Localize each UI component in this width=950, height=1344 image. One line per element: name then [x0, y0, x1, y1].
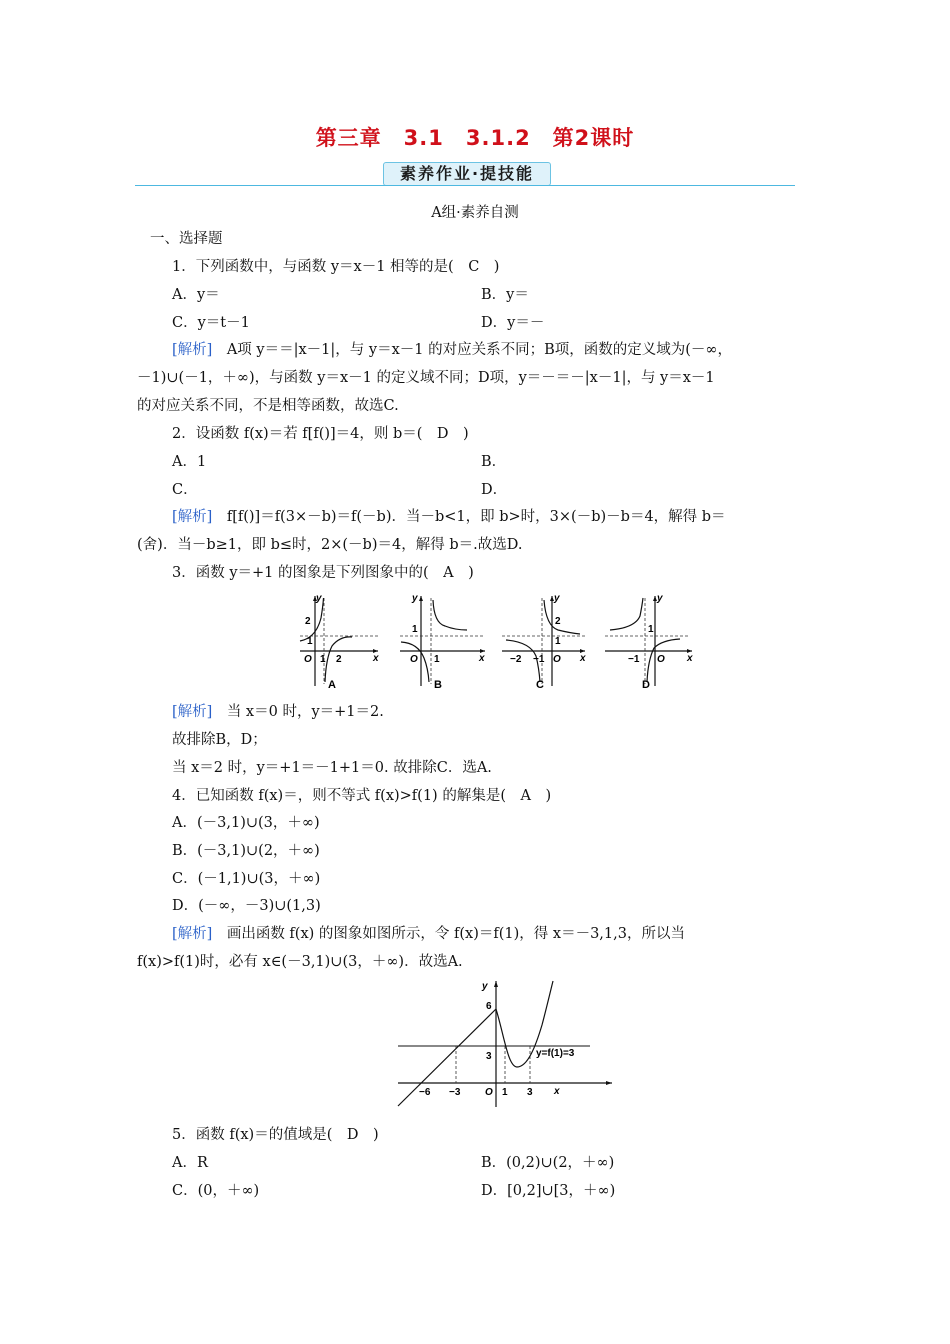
q3-explanation-line1 — [172, 700, 384, 721]
q2-option-b: B． — [481, 454, 507, 470]
fig-xtick: −6 — [419, 1087, 431, 1098]
q5-option-a: A．R — [172, 1155, 208, 1171]
q2-exp1-text: f[f()]＝f(3×－b)＝f(－b)．当－b<1，即 b>时，3×(－b)－b＝4，解得 b＝ — [212, 509, 726, 525]
analysis-tag: [解析] — [172, 704, 213, 720]
q4-exp1-text: 画出函数 f(x) 的图象如图所示，令 f(x)＝f(1)，得 x＝－3,1,3，所以当 — [212, 926, 685, 942]
graph-a-tick: O — [304, 654, 312, 665]
graph-a-tick: 2 — [336, 654, 342, 665]
q1-option-c: C．y＝t－1 — [172, 315, 250, 331]
graph-c-x-label: x — [580, 653, 586, 664]
q3-stem: 3．函数 y＝+1 的图象是下列图象中的( A ) — [172, 565, 474, 581]
graph-c-tick: 2 — [555, 616, 561, 627]
analysis-tag: [解析] — [172, 509, 213, 525]
graph-c-tick: −1 — [533, 654, 545, 665]
graph-b-tick: O — [410, 654, 418, 665]
q3-graph-options — [280, 588, 700, 692]
graph-c-tick: O — [553, 654, 561, 665]
fig-xtick: 1 — [502, 1087, 508, 1098]
q4-option-d: D．(－∞，－3)∪(1,3) — [172, 898, 321, 914]
group-heading: A组·素养自测 — [431, 205, 519, 221]
q3-explanation-line3: 当 x＝2 时，y＝+1＝－1+1＝0. 故排除C．选A. — [172, 760, 492, 776]
graph-b-label: B — [434, 679, 442, 691]
analysis-tag: [解析] — [172, 926, 213, 942]
fig-xtick: −3 — [449, 1087, 461, 1098]
q4-explanation-line1 — [172, 922, 685, 943]
section-heading: 一、选择题 — [150, 231, 223, 247]
q4-explanation-line2: f(x)>f(1)时，必有 x∈(－3,1)∪(3，＋∞)．故选A. — [137, 954, 463, 970]
q4-option-b: B．(－3,1)∪(2，＋∞) — [172, 843, 320, 859]
q5-stem: 5．函数 f(x)＝的值域是( D ) — [172, 1127, 379, 1143]
fig-ytick: 3 — [486, 1051, 492, 1062]
q5-option-c: C．(0，＋∞) — [172, 1183, 260, 1199]
q1-option-a: A．y＝ — [172, 287, 220, 303]
q1-explanation-line3: 的对应关系不同，不是相等函数，故选C. — [137, 398, 399, 414]
fig-xtick: O — [485, 1087, 493, 1098]
graph-d — [605, 593, 693, 691]
graph-b — [400, 593, 485, 691]
q1-option-b: B．y＝ — [481, 287, 529, 303]
fig-x-label: x — [554, 1086, 560, 1097]
q5-option-b: B．(0,2)∪(2，＋∞) — [481, 1155, 615, 1171]
graph-a — [300, 593, 379, 691]
q4-stem: 4．已知函数 f(x)＝，则不等式 f(x)>f(1) 的解集是( A ) — [172, 788, 552, 804]
q4-option-a: A．(－3,1)∪(3，＋∞) — [172, 815, 320, 831]
graph-d-x-label: x — [687, 653, 693, 664]
q1-option-d: D．y＝－ — [481, 315, 545, 331]
q4-option-c: C．(－1,1)∪(3，＋∞) — [172, 871, 321, 887]
graph-c-tick: −2 — [510, 654, 522, 665]
fig-ytick: 6 — [486, 1001, 492, 1012]
q1-exp1-text: A项 y＝＝|x－1|，与 y＝x－1 的对应关系不同；B项，函数的定义域为(－∞， — [212, 342, 732, 358]
graph-d-tick: O — [657, 654, 665, 665]
graph-b-tick: 1 — [434, 654, 440, 665]
graph-a-label: A — [328, 679, 336, 691]
section-banner: 素养作业·提技能 — [383, 162, 551, 186]
fig-y-label: y — [482, 981, 488, 992]
graph-b-y-label: y — [412, 593, 418, 604]
q3-explanation-line2: 故排除B，D； — [172, 732, 267, 748]
q1-explanation-line1 — [172, 338, 732, 359]
graph-a-tick: 1 — [320, 654, 326, 665]
q2-option-a: A．1 — [172, 454, 207, 470]
graph-a-tick: 2 — [305, 616, 311, 627]
graph-c-y-label: y — [554, 593, 560, 604]
header-divider — [135, 185, 795, 186]
analysis-tag: [解析] — [172, 342, 213, 358]
graph-a-y-label: y — [316, 593, 322, 604]
q1-stem: 1．下列函数中，与函数 y＝x－1 相等的是( C ) — [172, 259, 500, 275]
q2-explanation-line2: (舍)．当－b≥1，即 b≤时，2×(－b)＝4，解得 b＝.故选D. — [137, 537, 523, 553]
q2-option-d: D． — [481, 482, 508, 498]
q2-stem: 2．设函数 f(x)＝若 f[f()]＝4，则 b＝( D ) — [172, 426, 469, 442]
q5-option-d: D．[0,2]∪[3，＋∞) — [481, 1183, 616, 1199]
graph-d-tick: −1 — [628, 654, 640, 665]
graph-d-tick: 1 — [648, 624, 654, 635]
graph-a-x-label: x — [373, 653, 379, 664]
q4-figure — [390, 975, 620, 1112]
graph-b-x-label: x — [479, 653, 485, 664]
graph-b-tick: 1 — [412, 624, 418, 635]
graph-d-label: D — [642, 679, 650, 691]
page-title: 第三章 3.1 3.1.2 第2课时 — [315, 126, 635, 150]
q2-option-c: C． — [172, 482, 198, 498]
q3-exp1-text: 当 x＝0 时，y＝+1＝2. — [212, 704, 384, 720]
q2-explanation-line1 — [172, 505, 726, 526]
graph-d-y-label: y — [657, 593, 663, 604]
fig-line-label: y=f(1)=3 — [536, 1048, 575, 1059]
graph-c — [502, 593, 586, 691]
graph-c-label: C — [536, 679, 544, 691]
graph-c-tick: 1 — [555, 636, 561, 647]
q1-explanation-line2: －1)∪(－1，＋∞)，与函数 y＝x－1 的定义域不同；D项，y＝－＝－|x－1|，与 y＝x－1 — [137, 370, 715, 386]
fig-xtick: 3 — [527, 1087, 533, 1098]
graph-a-tick: 1 — [307, 636, 313, 647]
